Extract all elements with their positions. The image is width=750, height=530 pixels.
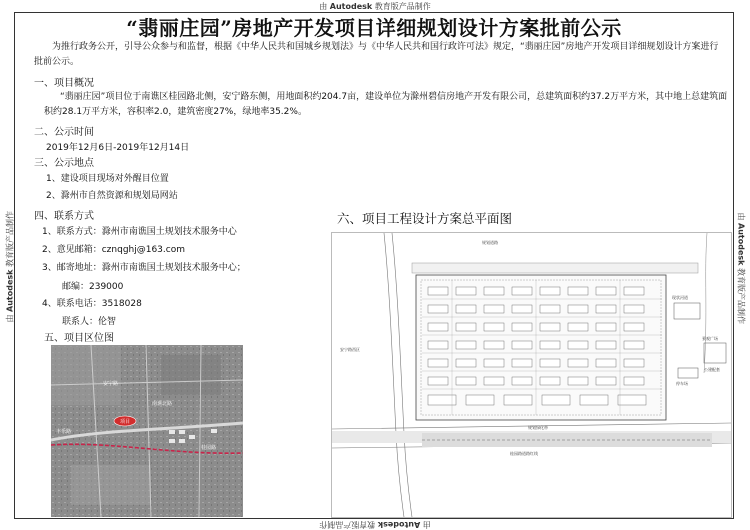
- section-4-heading: 四、联系方式: [34, 211, 94, 222]
- section-3-heading: 三、公示地点: [34, 158, 94, 169]
- plan-label-south-road: 规划绿化带: [528, 425, 548, 430]
- plan-legend-c: 停车场: [676, 381, 688, 386]
- contact-method: 1、联系方式：滁州市南谯国土规划技术服务中心: [42, 227, 237, 237]
- section-1-body: “翡丽庄园”项目位于南谯区桂园路北侧，安宁路东侧，用地面积约204.7亩，建设单位为滁州碧信房地产开发有限公司，总建筑面积约37.2万平方米，其中地上总建筑面积约28.1万平方米，容积率2.0，建筑密度27%，绿地率35.2%。: [44, 92, 728, 117]
- road-label-3: 桂园路: [201, 445, 217, 451]
- section-5-heading: 五、项目区位图: [44, 333, 114, 344]
- plan-legend-b: 公建配套: [704, 367, 720, 372]
- plan-label-bottom-road: 桂园路道路红线: [510, 451, 538, 456]
- road-label-1: 丰乐路: [56, 429, 72, 435]
- intro-paragraph: 为推行政务公开，引导公众参与和监督，根据《中华人民共和国城乡规划法》与《中华人民共和国行政许可法》规定，“翡丽庄园”房地产开发项目详细规划设计方案进行批前公示。: [34, 42, 719, 67]
- road-label-2: 南谯北路: [152, 401, 173, 407]
- section-1-heading: 一、项目概况: [34, 78, 94, 89]
- contact-postcode: 邮编：239000: [62, 282, 124, 292]
- contact-person: 联系人：伦智: [62, 317, 117, 327]
- section-3-item-1: 1、建设项目现场对外醒目位置: [46, 174, 169, 184]
- section-3-item-2: 2、滁州市自然资源和规划局网站: [46, 191, 178, 201]
- plan-legend-a: 景观广场: [702, 336, 718, 341]
- watermark-bottom: 由 Autodesk 教育版产品制作: [319, 520, 431, 529]
- location-map: [51, 345, 243, 517]
- site-plan: [331, 232, 732, 518]
- plan-label-top-road: 规划道路: [482, 240, 498, 245]
- watermark-right: 由 Autodesk 教育版产品制作: [736, 212, 746, 325]
- contact-email: 2、意见邮箱：cznqghj@163.com: [42, 245, 185, 255]
- watermark-top: 由 Autodesk 教育版产品制作: [319, 2, 431, 11]
- site-plan-drawing: [332, 233, 731, 517]
- project-marker-label: 项目: [119, 419, 131, 425]
- plan-label-west-area: 安宁路西区: [340, 347, 360, 352]
- page-title: “翡丽庄园”房地产开发项目详细规划设计方案批前公示: [126, 16, 622, 40]
- road-label-4: 安宁路: [103, 381, 119, 387]
- location-map-image: [51, 345, 243, 517]
- section-2-heading: 二、公示时间: [34, 127, 94, 138]
- contact-address: 3、邮寄地址：滁州市南谯国土规划技术服务中心；: [42, 263, 246, 273]
- plan-label-east: 现状河道: [672, 295, 688, 300]
- watermark-left: 由 Autodesk 教育版产品制作: [5, 210, 15, 323]
- section-2-body: 2019年12月6日-2019年12月14日: [46, 143, 190, 153]
- contact-phone: 4、联系电话：3518028: [42, 299, 142, 309]
- section-6-heading: 六、项目工程设计方案总平面图: [337, 211, 513, 226]
